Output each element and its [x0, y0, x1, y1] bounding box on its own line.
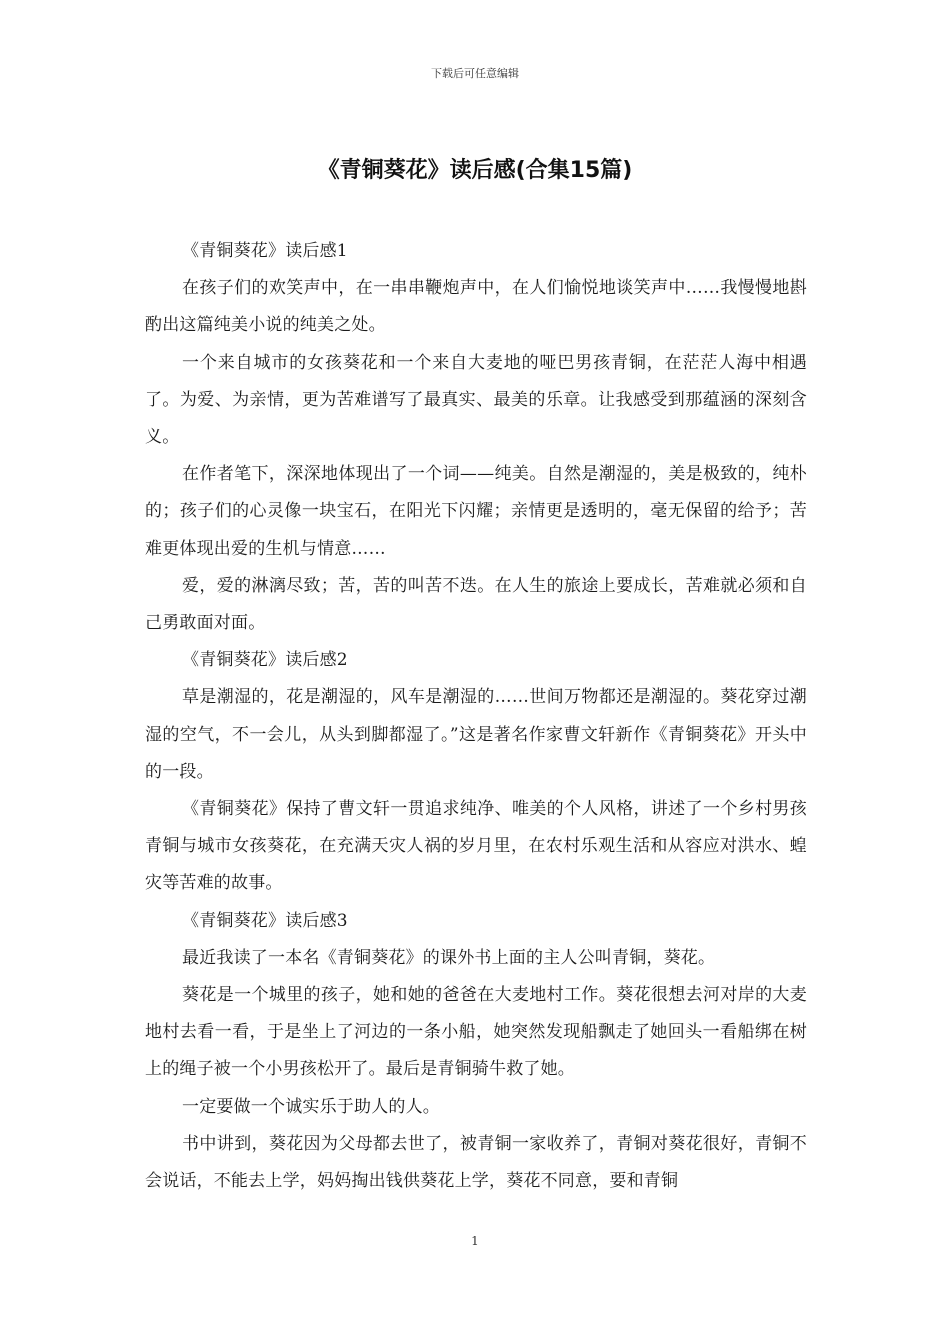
- body-paragraph: 在作者笔下，深深地体现出了一个词——纯美。自然是潮湿的，美是极致的，纯朴的；孩子们的心灵像一块宝石，在阳光下闪耀；亲情更是透明的，毫无保留的给予；苦难更体现出爱的生机与情意……: [145, 464, 807, 559]
- section-heading-2: 《青铜葵花》读后感2: [182, 650, 348, 671]
- page-header: 下载后可任意编辑: [431, 67, 519, 80]
- document-body: [145, 233, 807, 1200]
- body-paragraph: 一定要做一个诚实乐于助人的人。: [182, 1096, 440, 1117]
- body-paragraph: 一个来自城市的女孩葵花和一个来自大麦地的哑巴男孩青铜，在茫茫人海中相遇了。为爱、为亲情，更为苦难谱写了最真实、最美的乐章。让我感受到那蕴涵的深刻含义。: [145, 352, 807, 448]
- body-paragraph: 书中讲到，葵花因为父母都去世了，被青铜一家收养了，青铜对葵花很好，青铜不会说话，不能去上学，妈妈掏出钱供葵花上学，葵花不同意，要和青铜: [145, 1133, 807, 1192]
- section-heading-3: 《青铜葵花》读后感3: [182, 910, 348, 931]
- section-heading-1: 《青铜葵花》读后感1: [182, 241, 348, 261]
- body-paragraph: 爱，爱的淋漓尽致；苦，苦的叫苦不迭。在人生的旅途上要成长，苦难就必须和自己勇敢面对面。: [145, 575, 807, 634]
- body-paragraph: 在孩子们的欢笑声中，在一串串鞭炮声中，在人们愉悦地谈笑声中……我慢慢地斟酌出这篇纯美小说的纯美之处。: [145, 278, 807, 336]
- document-title: 《青铜葵花》读后感(合集15篇): [317, 158, 633, 183]
- body-paragraph: 葵花是一个城里的孩子，她和她的爸爸在大麦地村工作。葵花很想去河对岸的大麦地村去看一看，于是坐上了河边的一条小船，她突然发现船飘走了她回头一看船绑在树上的绳子被一个小男孩松开了。最后是青铜骑牛救了她。: [145, 985, 807, 1080]
- page-number: 1: [471, 1234, 479, 1248]
- body-paragraph: 草是潮湿的，花是潮湿的，风车是潮湿的……世间万物都还是潮湿的。葵花穿过潮湿的空气，不一会儿，从头到脚都湿了。”这是著名作家曹文轩新作《青铜葵花》开头中的一段。: [145, 687, 807, 782]
- body-paragraph: 《青铜葵花》保持了曹文轩一贯追求纯净、唯美的个人风格，讲述了一个乡村男孩青铜与城市女孩葵花，在充满天灾人祸的岁月里，在农村乐观生活和从容应对洪水、蝗灾等苦难的故事。: [145, 799, 807, 894]
- body-paragraph: 最近我读了一本名《青铜葵花》的课外书上面的主人公叫青铜，葵花。: [182, 947, 716, 968]
